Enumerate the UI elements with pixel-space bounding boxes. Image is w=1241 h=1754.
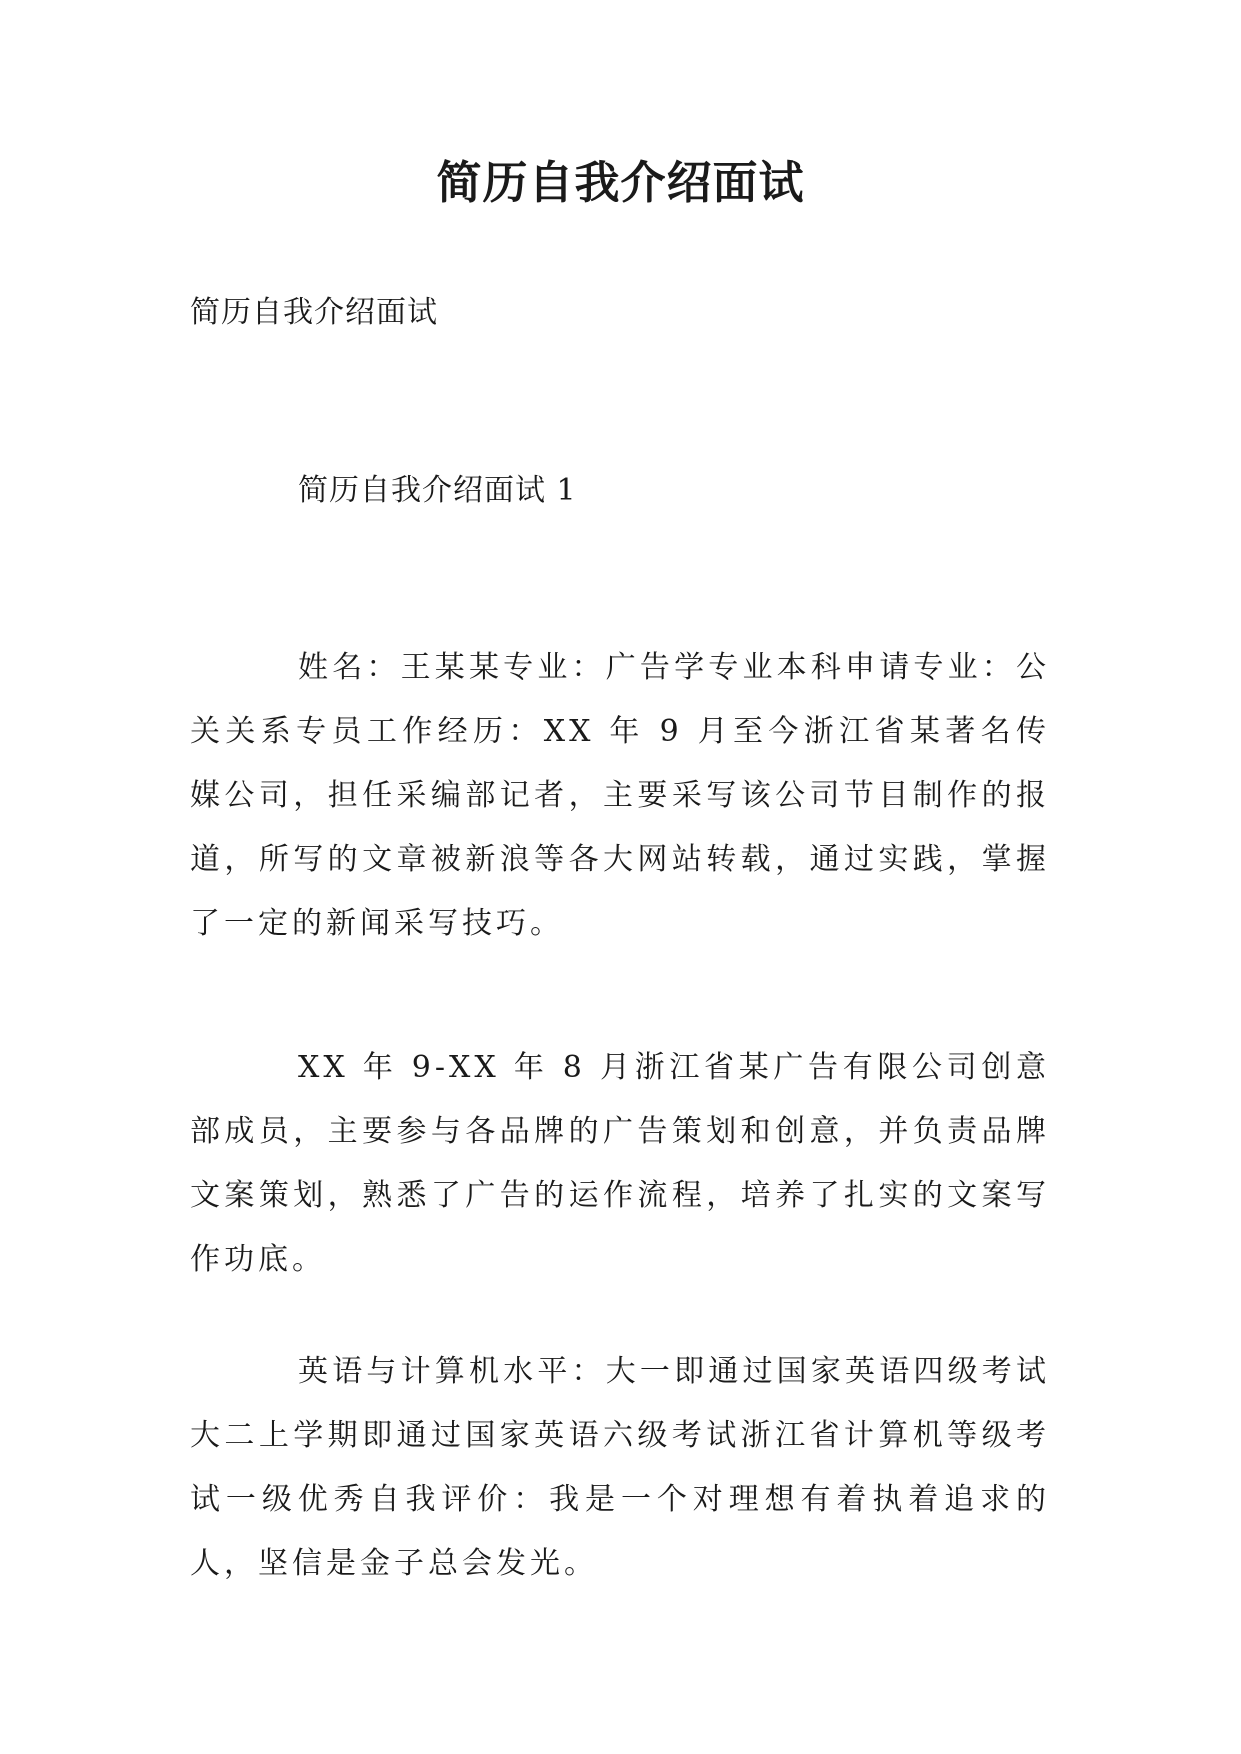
paragraph-work-experience: 姓名：王某某专业：广告学专业本科申请专业：公关关系专员工作经历：XX 年 9 月至今浙江省某著名传媒公司，担任采编部记者，主要采写该公司节目制作的报道，所写的文章被新浪等各大网站转载，通过实践，掌握了一定的新闻采写技巧。 bbox=[190, 650, 1050, 941]
paragraph-ad-company: XX 年 9-XX 年 8 月浙江省某广告有限公司创意部成员，主要参与各品牌的广告策划和创意，并负责品牌文案策划，熟悉了广告的运作流程，培养了扎实的文案写作功底。 bbox=[190, 1050, 1050, 1277]
section-heading: 简历自我介绍面试 1 bbox=[298, 473, 577, 508]
paragraph-skills-evaluation: 英语与计算机水平：大一即通过国家英语四级考试大二上学期即通过国家英语六级考试浙江省计算机等级考试一级优秀自我评价：我是一个对理想有着执着追求的人，坚信是金子总会发光。 bbox=[190, 1354, 1050, 1581]
document-title: 简历自我介绍面试 bbox=[436, 156, 805, 209]
document-subtitle: 简历自我介绍面试 bbox=[190, 295, 438, 330]
